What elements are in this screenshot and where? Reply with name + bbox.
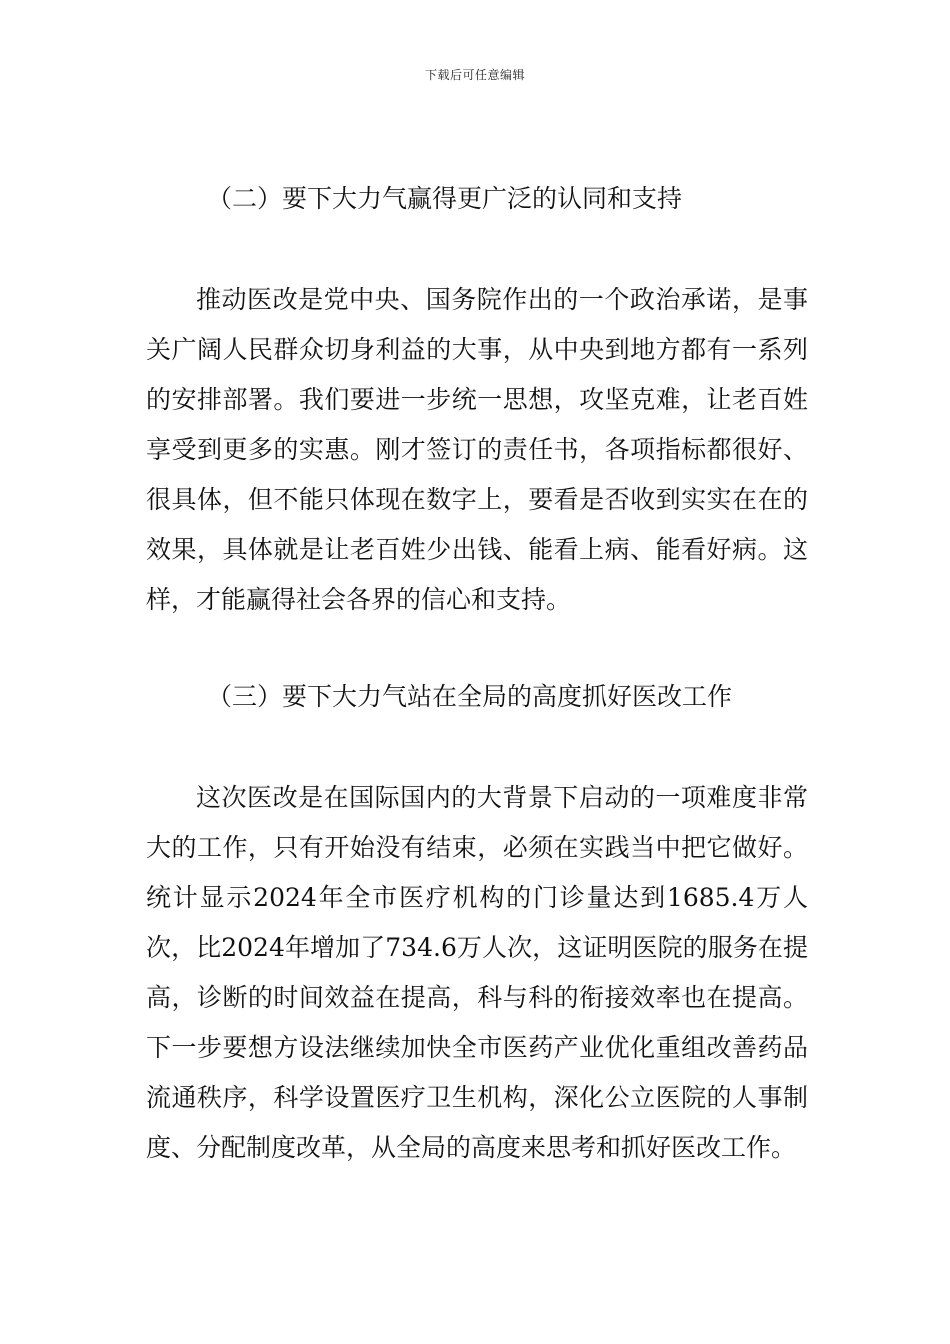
section-heading-3: （三）要下大力气站在全局的高度抓好医改工作 [207,682,733,711]
header-note: 下载后可任意编辑 [424,68,525,82]
section-paragraph-3: 这次医改是在国际国内的大背景下启动的一项难度非常大的工作，只有开始没有结束，必须在实践当中把它做好。统计显示2024年全市医疗机构的门诊量达到1685.4万人次，比2024年增加了734.6万人次，这证明医院的服务在提高，诊断的时间效益在提高，科与科的衔接效率也在提高。下一步要想方设法继续加快全市医药产业优化重组改善药品流通秩序，科学设置医疗卫生机构，深化公立医院的人事制度、分配制度改革，从全局的高度来思考和抓好医改工作。 [146,783,808,1162]
section-heading-2: （二）要下大力气赢得更广泛的认同和支持 [207,184,683,213]
section-paragraph-2: 推动医改是党中央、国务院作出的一个政治承诺，是事关广阔人民群众切身利益的大事，从中央到地方都有一系列的安排部署。我们要进一步统一思想，攻坚克难，让老百姓享受到更多的实惠。刚才签订的责任书，各项指标都很好、很具体，但不能只体现在数字上，要看是否收到实实在在的效果，具体就是让老百姓少出钱、能看上病、能看好病。这样，才能赢得社会各界的信心和支持。 [146,285,808,614]
